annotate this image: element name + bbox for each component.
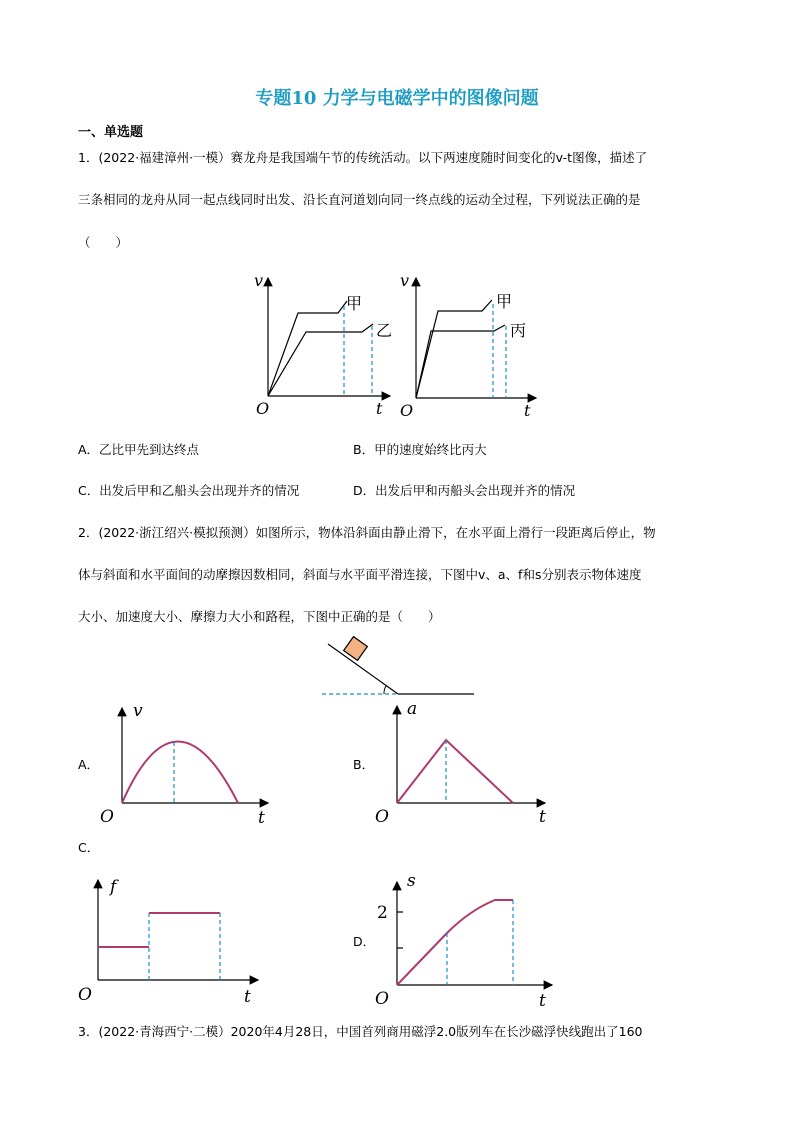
q1-graph-1 — [250, 268, 400, 420]
q2-graph-d — [375, 868, 560, 1011]
q1-graph-2 — [398, 268, 548, 420]
q2-line-1: 2．(2022·浙江绍兴·模拟预测）如图所示，物体沿斜面由静止滑下，在水平面上滑行一段距离后停止，物 — [78, 525, 656, 540]
s-curve — [397, 900, 513, 985]
y-axis-label: v — [133, 701, 143, 721]
origin-label: O — [375, 807, 389, 827]
line-label-bing: 丙 — [510, 321, 527, 340]
x-axis-label: t — [258, 808, 265, 828]
section-heading: 一、单选题 — [78, 125, 144, 140]
y-axis-label: a — [407, 699, 418, 719]
a-curve — [397, 740, 513, 803]
line-yi — [268, 324, 373, 396]
q1-option-d: D．出发后甲和丙船头会出现并齐的情况 — [353, 483, 576, 498]
y-axis-label: v — [400, 271, 410, 290]
y-axis-label: s — [407, 871, 416, 891]
q2-option-a-label: A． — [78, 757, 100, 772]
line-label-yi: 乙 — [376, 321, 393, 340]
q1-option-b: B．甲的速度始终比丙大 — [353, 442, 487, 457]
q1-line-3: （ ） — [78, 235, 129, 250]
line-label-jia: 甲 — [496, 292, 513, 311]
x-axis-label: t — [539, 991, 546, 1011]
line-jia — [268, 301, 347, 396]
line-label-jia: 甲 — [346, 294, 363, 313]
y-axis-label: v — [254, 271, 264, 290]
q2-option-d-label: D． — [353, 934, 376, 949]
origin-label: O — [400, 401, 414, 420]
q1-line-1: 1．(2022·福建漳州·一模）赛龙舟是我国端午节的传统活动。以下两速度随时间变化的v-t图像，描述了 — [78, 150, 648, 165]
origin-label: O — [256, 399, 270, 418]
x-axis-label: t — [376, 399, 383, 418]
y-tick-label: 2 — [377, 903, 388, 923]
q2-line-2: 体与斜面和水平面间的动摩擦因数相同，斜面与水平面平滑连接，下图中v、a、f和s分别表示物体速度 — [78, 567, 642, 582]
x-axis-label: t — [539, 807, 546, 827]
block — [344, 637, 368, 661]
q2-graph-b — [375, 696, 550, 826]
x-axis-label: t — [524, 401, 531, 420]
q1-line-2: 三条相同的龙舟从同一起点线同时出发、沿长直河道划向同一终点线的运动全过程，下列说法正确的是 — [78, 192, 641, 207]
page-title: 专题10 力学与电磁学中的图像问题 — [255, 88, 539, 109]
q1-option-c: C．出发后甲和乙船头会出现并齐的情况 — [78, 483, 300, 498]
y-axis-label: f — [110, 877, 117, 897]
x-axis-label: t — [244, 987, 251, 1007]
angle-arc — [384, 686, 386, 694]
q2-option-b-label: B． — [353, 757, 375, 772]
origin-label: O — [100, 807, 114, 827]
q1-option-a: A．乙比甲先到达终点 — [78, 442, 200, 457]
q2-line-3: 大小、加速度大小、摩擦力大小和路程，下图中正确的是（ ） — [78, 609, 441, 624]
q2-graph-c — [76, 870, 266, 1008]
line-bing — [416, 325, 505, 398]
q2-option-c-label: C． — [78, 840, 100, 855]
origin-label: O — [78, 985, 92, 1005]
q3-line-1: 3．(2022·青海西宁·二模）2020年4月28日，中国首列商用磁浮2.0版列车在长沙磁浮快线跑出了160 — [78, 1024, 643, 1039]
q2-graph-a — [100, 700, 275, 828]
v-curve — [122, 742, 238, 804]
incline-diagram — [318, 640, 478, 700]
origin-label: O — [375, 989, 389, 1009]
